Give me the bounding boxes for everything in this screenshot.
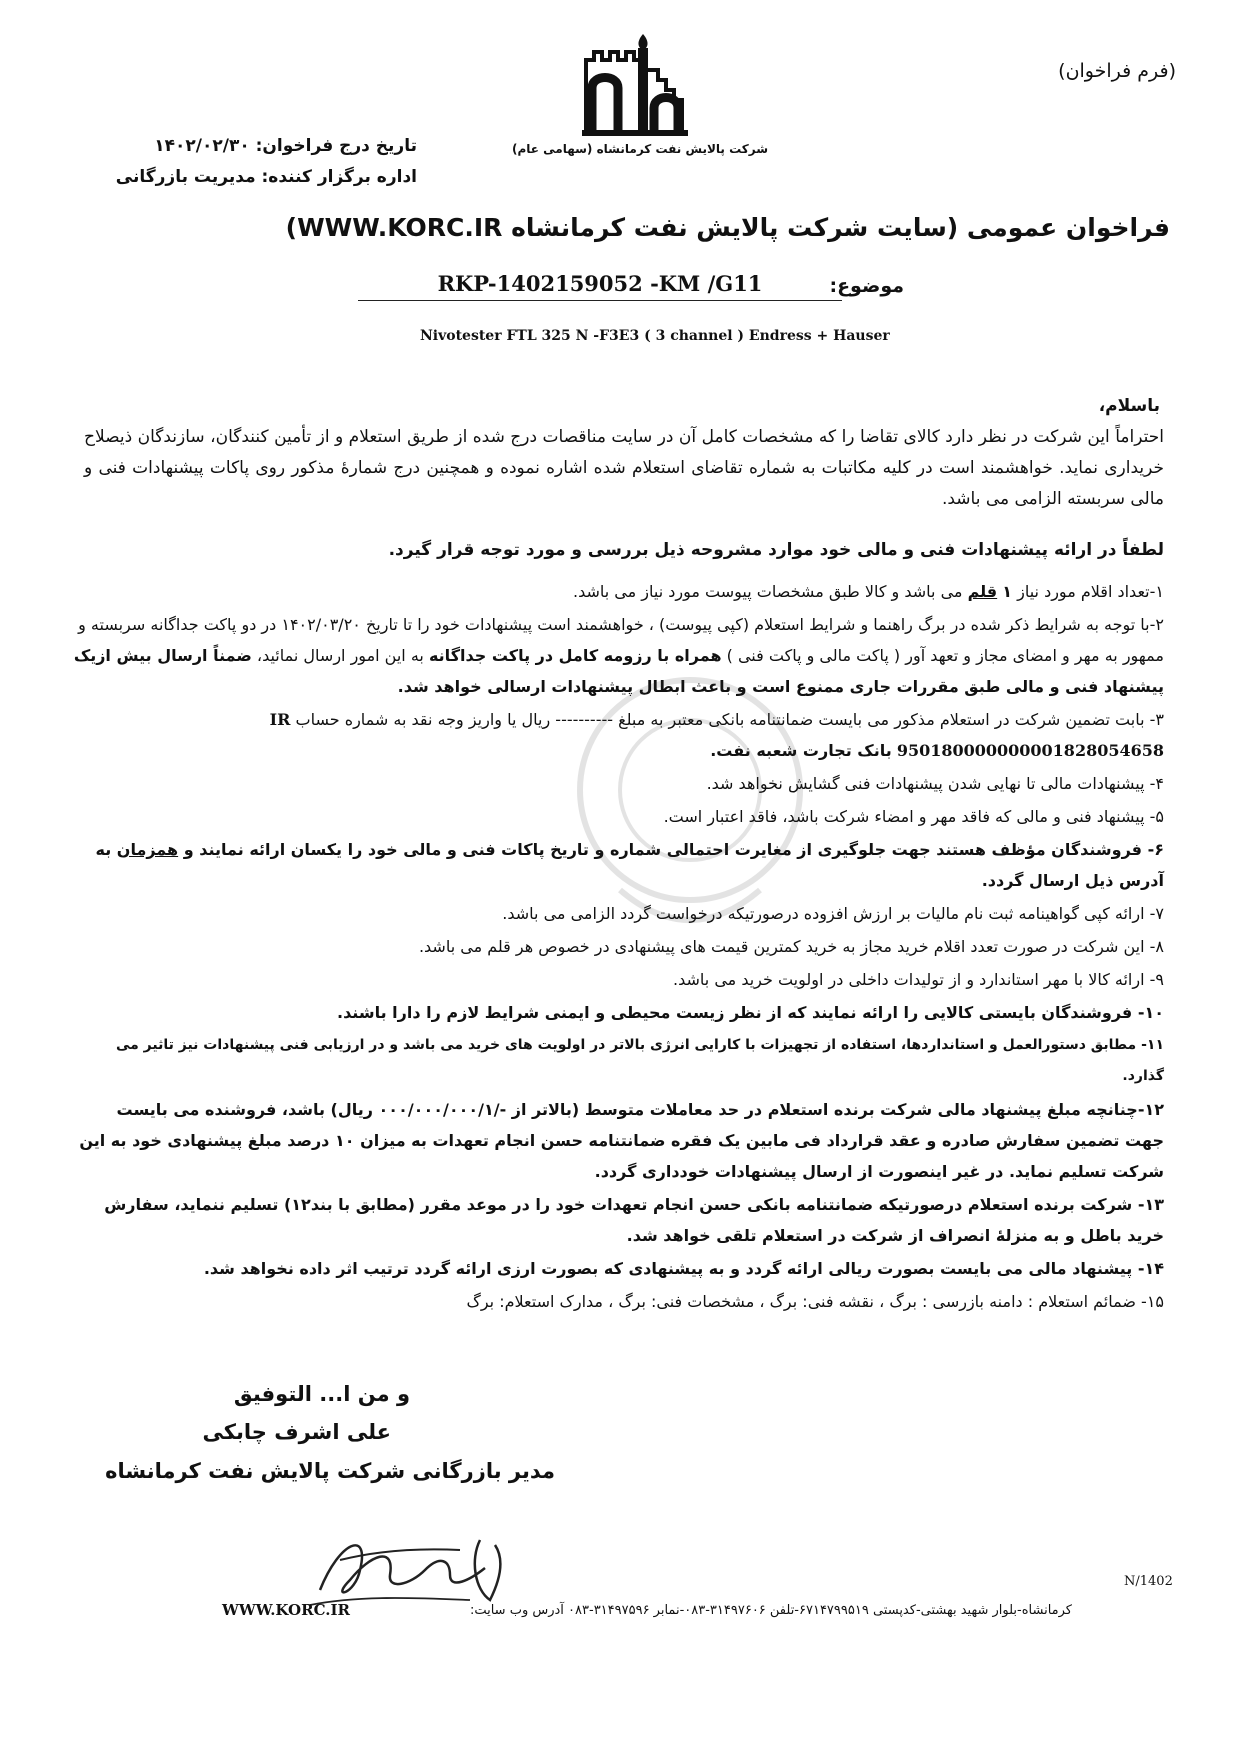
intro-paragraph: احتراماً این شرکت در نظر دارد کالای تقاضا را که مشخصات کامل آن در سایت مناقصات درج شده از طریق استعلام و از تأمین کنندگان، سازندگان ذیصلاح خریداری نماید. خواهشمند است در کلیه مکاتبات به شماره تقاضای استعلام شده اشاره نموده و همچنین درج شمارهٔ مذکور روی پاکات پیشنهادات فنی و مالی سربسته الزامی می باشد. bbox=[84, 427, 1164, 509]
equipment-description: Nivotester FTL 325 N -F3E3 ( 3 channel ) Endress + Hauser bbox=[420, 328, 890, 344]
signatory-name: علی اشرف چابکی bbox=[202, 1420, 391, 1444]
form-label: (فرم فراخوان) bbox=[1058, 60, 1176, 82]
list-item bbox=[72, 997, 1164, 1028]
item-text: ۶- فروشندگان مؤظف هستند جهت جلوگیری از مغایرت احتمالی شماره و تاریخ پاکات فنی و مالی خود را یکسان ارائه نمایند و bbox=[183, 840, 1164, 859]
item-text: ۵- پیشنهاد فنی و مالی که فاقد مهر و امضاء شرکت باشد، فاقد اعتبار است. bbox=[663, 807, 1164, 826]
item-text: به آدرس ذیل ارسال گردد. bbox=[95, 840, 1164, 890]
bank-account-number: IR 950180000000001828054658 bbox=[269, 710, 1164, 760]
list-item bbox=[72, 1030, 1164, 1092]
item-text: می باشد و کالا طبق مشخصات پیوست مورد نیاز می باشد. bbox=[573, 582, 963, 601]
item-text: ۱۱- مطابق دستورالعمل و استانداردها، استفاده از تجهیزات با کارایی انرژی بالاتر در اولویت های خرید می باشد و در ارزیابی فنی پیشنهادات نیز تاثیر می گذارد. bbox=[115, 1037, 1164, 1084]
item-text: ۸- این شرکت در صورت تعدد اقلام خرید مجاز به خرید کمترین قیمت های پیشنهادی در خصوص هر قلم می باشد. bbox=[418, 937, 1164, 956]
organizing-department: اداره برگزار کننده: مدیریت بازرگانی bbox=[115, 167, 417, 187]
item-text: ۲-با توجه به شرایط ذکر شده در برگ راهنما و شرایط استعلام (کپی پیوست) ، خواهشمند است پیشنهادات خود را تا تاریخ ۱۴۰۲/۰۳/۲۰ در دو پاکت جداگانه سربسته و ممهور به مهر و امضای مجاز و تعهد آور ( پاکت مالی و پاکت فنی ) bbox=[78, 615, 1164, 665]
item-text: ۳- بابت تضمین شرکت در استعلام مذکور می بایست ضمانتنامه بانکی معتبر به مبلغ ---------- ریال یا واریز وجه نقد به شماره حساب bbox=[295, 710, 1164, 729]
subject-label: موضوع: bbox=[829, 275, 904, 297]
watermark-stamp-icon bbox=[560, 650, 820, 950]
item-text: ۱۰- فروشندگان بایستی کالایی را ارائه نمایند که از نظر زیست محیطی و ایمنی شرایط لازم را دارا باشند. bbox=[336, 1003, 1164, 1022]
item-text: ۱۴- پیشنهاد مالی می بایست بصورت ریالی ارائه گردد و به پیشنهادی که بصورت ارزی ارائه گردد ترتیب اثر داده نخواهد شد. bbox=[203, 1259, 1164, 1278]
item-text: ۷- ارائه کپی گواهینامه ثبت نام مالیات بر ارزش افزوده درصورتیکه درخواست گردد الزامی می باشد. bbox=[502, 904, 1164, 923]
subject-code: RKP-1402159052 -KM /G11 bbox=[358, 271, 842, 301]
signatory-title: مدیر بازرگانی شرکت پالایش نفت کرمانشاه bbox=[105, 1459, 555, 1483]
bank-name: بانک تجارت شعبه نفت. bbox=[710, 741, 892, 760]
company-name: شرکت پالایش نفت کرمانشاه (سهامی عام) bbox=[511, 142, 769, 156]
list-item bbox=[72, 1094, 1164, 1187]
item-text: ۹- ارائه کالا با مهر استاندارد و از تولیدات داخلی در اولویت خرید می باشد. bbox=[673, 970, 1164, 989]
item-emphasis: همزمان bbox=[116, 840, 179, 859]
announcement-date: تاریخ درج فراخوان: ۱۴۰۲/۰۲/۳۰ bbox=[154, 136, 417, 156]
item-count: ۱ bbox=[1002, 582, 1013, 601]
document-number: N/1402 bbox=[1124, 1574, 1173, 1589]
footer-website-link[interactable]: WWW.KORC.IR bbox=[222, 1601, 350, 1619]
item-text: ۱-تعداد اقلام مورد نیاز bbox=[1017, 582, 1164, 601]
list-item bbox=[72, 964, 1164, 995]
list-item bbox=[72, 576, 1164, 607]
greeting: باسلام، bbox=[1098, 396, 1160, 416]
intro-instruction: لطفاً در ارائه پیشنهادات فنی و مالی خود موارد مشروحه ذیل بررسی و مورد توجه قرار گیرد. bbox=[388, 540, 1164, 560]
item-text: ۱۳- شرکت برنده استعلام درصورتیکه ضمانتنامه بانکی حسن انجام تعهدات خود را در موعد مقرر (مطابق با بند۱۲) تسلیم ننماید، سفارش خرید باطل و به منزلهٔ انصراف از شرکت در استعلام تلقی خواهد شد. bbox=[104, 1195, 1164, 1245]
item-emphasis: همراه با رزومه کامل در پاکت جداگانه bbox=[428, 646, 722, 665]
page-title: فراخوان عمومی (سایت شرکت پالایش نفت کرمانشاه WWW.KORC.IR) bbox=[285, 213, 1170, 242]
item-unit: قلم bbox=[967, 582, 998, 601]
item-text: به این امور ارسال نمائید، bbox=[256, 646, 424, 665]
footer-address: کرمانشاه-بلوار شهید بهشتی-کدپستی ۶۷۱۴۷۹۹۵۱۹-تلفن ۳۱۴۹۷۶۰۶-۰۸۳-نمابر ۳۱۴۹۷۵۹۶-۰۸۳ آدرس وب سایت: bbox=[469, 1603, 1072, 1618]
item-emphasis: ضمناً ارسال بیش ازیک پیشنهاد فنی و مالی طبق مقررات جاری ممنوع است و باعث ابطال پیشنهادات ارسالی خواهد شد. bbox=[73, 646, 1164, 696]
list-item bbox=[72, 1286, 1164, 1317]
item-text: ۱۲-چنانچه مبلغ پیشنهاد مالی شرکت برنده استعلام در حد معاملات متوسط (بالاتر از -/۰۰۰/۰۰۰/۰۰۰/۱ ریال) باشد، فروشنده می بایست جهت تضمین سفارش صادره و عقد قرارداد فی مابین یک فقره ضمانتنامه حسن انجام تعهدات به میزان ۱۰ درصد مبلغ پیشنهادی خود به این شرکت تسلیم نماید. در غیر اینصورت از ارسال پیشنهادات خودداری گردد. bbox=[79, 1100, 1164, 1181]
closing-salutation: و من ا... التوفیق bbox=[233, 1382, 410, 1406]
list-item bbox=[72, 1189, 1164, 1251]
item-text: ۱۵- ضمائم استعلام : دامنه بازرسی : برگ ، نقشه فنی: برگ ، مشخصات فنی: برگ ، مدارک استعلام: برگ bbox=[466, 1292, 1164, 1311]
list-item bbox=[72, 1253, 1164, 1284]
refinery-logo-icon bbox=[578, 30, 696, 138]
item-text: ۴- پیشنهادات مالی تا نهایی شدن پیشنهادات فنی گشایش نخواهد شد. bbox=[706, 774, 1164, 793]
